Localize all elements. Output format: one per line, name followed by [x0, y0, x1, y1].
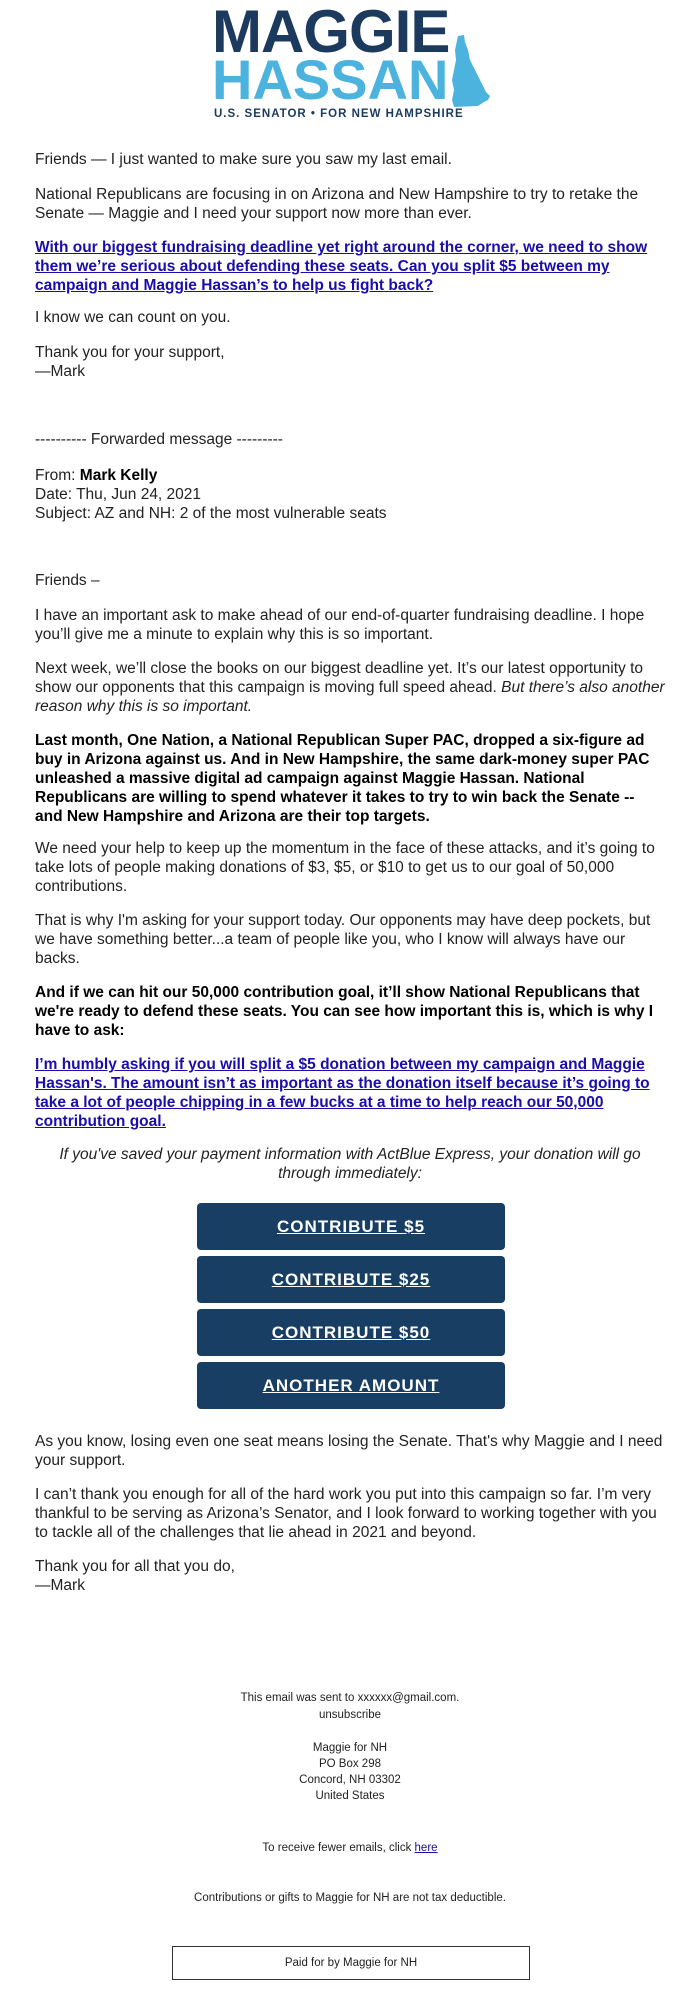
closing-signoff — [35, 1557, 665, 1595]
forward-from-value: Mark Kelly — [79, 467, 158, 484]
footer-sent-to: This email was sent to xxxxxx@gmail.com. — [240, 1692, 460, 1704]
closing-signoff-line-1: Thank you for all that you do, — [35, 1558, 235, 1575]
body-paragraph-1: I have an important ask to make ahead of our end-of-quarter fundraising deadline. I hope you’ll give me a minute to explain why this is so important. — [35, 607, 645, 643]
contribute-25-button[interactable]: CONTRIBUTE $25 — [197, 1256, 505, 1303]
body-greeting: Friends – — [35, 572, 100, 589]
another-amount-button[interactable]: ANOTHER AMOUNT — [197, 1362, 505, 1409]
intro-paragraph-3: I know we can count on you. — [35, 309, 231, 326]
body-donate-link[interactable]: I’m humbly asking if you will split a $5 donation between my campaign and Maggie Hassan's. The amount isn’t as important as the donation itself because it’s going to take a lot of people chipping in a few bucks at a time to help reach our 50,000 contribution goal. — [35, 1056, 650, 1130]
intro-signoff-line-2: —Mark — [35, 363, 85, 380]
body-paragraph-6-bold: And if we can hit our 50,000 contribution goal, it’ll show National Republicans that we're ready to defend these seats. You can see how important this is, which is why I have to ask: — [35, 984, 654, 1039]
footer-org: Maggie for NH — [312, 1742, 388, 1754]
body-paragraph-5: That is why I'm asking for your support today. Our opponents may have deep pockets, but we have something better...a team of people like you, who I know will always have our backs. — [35, 912, 651, 967]
closing-signoff-line-2: —Mark — [35, 1577, 85, 1594]
forward-from-label: From: — [35, 467, 76, 484]
intro-signoff-line-1: Thank you for your support, — [35, 344, 225, 361]
actblue-express-note: If you've saved your payment information with ActBlue Express, your donation will go through immediately: — [59, 1146, 641, 1182]
paid-for-text: Paid for by Maggie for NH — [284, 1957, 418, 1969]
closing-paragraph-1: As you know, losing even one seat means losing the Senate. That's why Maggie and I need your support. — [35, 1433, 663, 1469]
intro-donate-link[interactable]: With our biggest fundraising deadline yet right around the corner, we need to show them we’re serious about defending these seats. Can you split $5 between my campaign and Maggie Hassan’s to help us fight back? — [35, 239, 648, 294]
campaign-logo[interactable] — [212, 2, 492, 124]
logo-name-first: MAGGIE — [212, 0, 450, 65]
footer-fewer-text: To receive fewer emails, click — [262, 1842, 412, 1854]
new-hampshire-state-icon — [448, 34, 492, 108]
intro-signoff — [35, 343, 665, 381]
forward-separator: ---------- Forwarded message --------- — [35, 431, 283, 448]
contribute-50-button[interactable]: CONTRIBUTE $50 — [197, 1309, 505, 1356]
intro-paragraph-1: Friends — I just wanted to make sure you saw my last email. — [35, 151, 452, 168]
footer-address — [0, 1740, 700, 1804]
body-paragraph-4: We need your help to keep up the momentum in the face of these attacks, and it’s going to take lots of people making donations of $3, $5, or $10 to get us to our goal of 50,000 contributions. — [35, 840, 655, 895]
paid-for-disclaimer — [172, 1946, 530, 1980]
forward-subject: Subject: AZ and NH: 2 of the most vulnerable seats — [35, 505, 387, 522]
intro-paragraph-2: National Republicans are focusing in on Arizona and New Hampshire to try to retake the Senate — Maggie and I need your support now more than ever. — [35, 186, 639, 222]
footer-po-box: PO Box 298 — [318, 1758, 381, 1770]
forward-from — [35, 466, 665, 485]
footer-fewer-emails — [0, 1840, 700, 1856]
fewer-emails-link[interactable]: here — [414, 1842, 438, 1854]
logo-subtitle: U.S. SENATOR • FOR NEW HAMPSHIRE — [214, 108, 464, 120]
email-header — [0, 0, 700, 128]
footer-city: Concord, NH 03302 — [299, 1774, 401, 1786]
footer-country: United States — [315, 1790, 385, 1802]
body-paragraph-3-bold: Last month, One Nation, a National Republican Super PAC, dropped a six-figure ad buy in Arizona against us. And in New Hampshire, the same dark-money super PAC unleashed a massive digital ad campaign against Maggie Hassan. National Republicans are willing to spend whatever it takes to try to win back the Senate -- and New Hampshire and Arizona are their top targets. — [35, 732, 650, 825]
closing-paragraph-2: I can’t thank you enough for all of the hard work you put into this campaign so far. I’m very thankful to be serving as Arizona’s Senator, and I look forward to working together with you to tackle all of the challenges that lie ahead in 2021 and beyond. — [35, 1486, 657, 1541]
contribute-5-button[interactable]: CONTRIBUTE $5 — [197, 1203, 505, 1250]
body-paragraph-2 — [35, 659, 665, 716]
forward-date: Date: Thu, Jun 24, 2021 — [35, 486, 202, 503]
logo-name-last: HASSAN — [212, 48, 449, 111]
body-paragraph-2-italic: But there’s also another reason why this is so important. — [35, 679, 665, 715]
forward-meta — [35, 466, 665, 523]
body-paragraph-2-text: Next week, we’ll close the books on our biggest deadline yet. It’s our latest opportunity to show our opponents that this campaign is moving full speed ahead. — [35, 660, 644, 696]
unsubscribe-link[interactable]: unsubscribe — [318, 1709, 381, 1721]
footer-unsubscribe — [0, 1707, 700, 1723]
footer-tax-note: Contributions or gifts to Maggie for NH are not tax deductible. — [194, 1892, 506, 1904]
